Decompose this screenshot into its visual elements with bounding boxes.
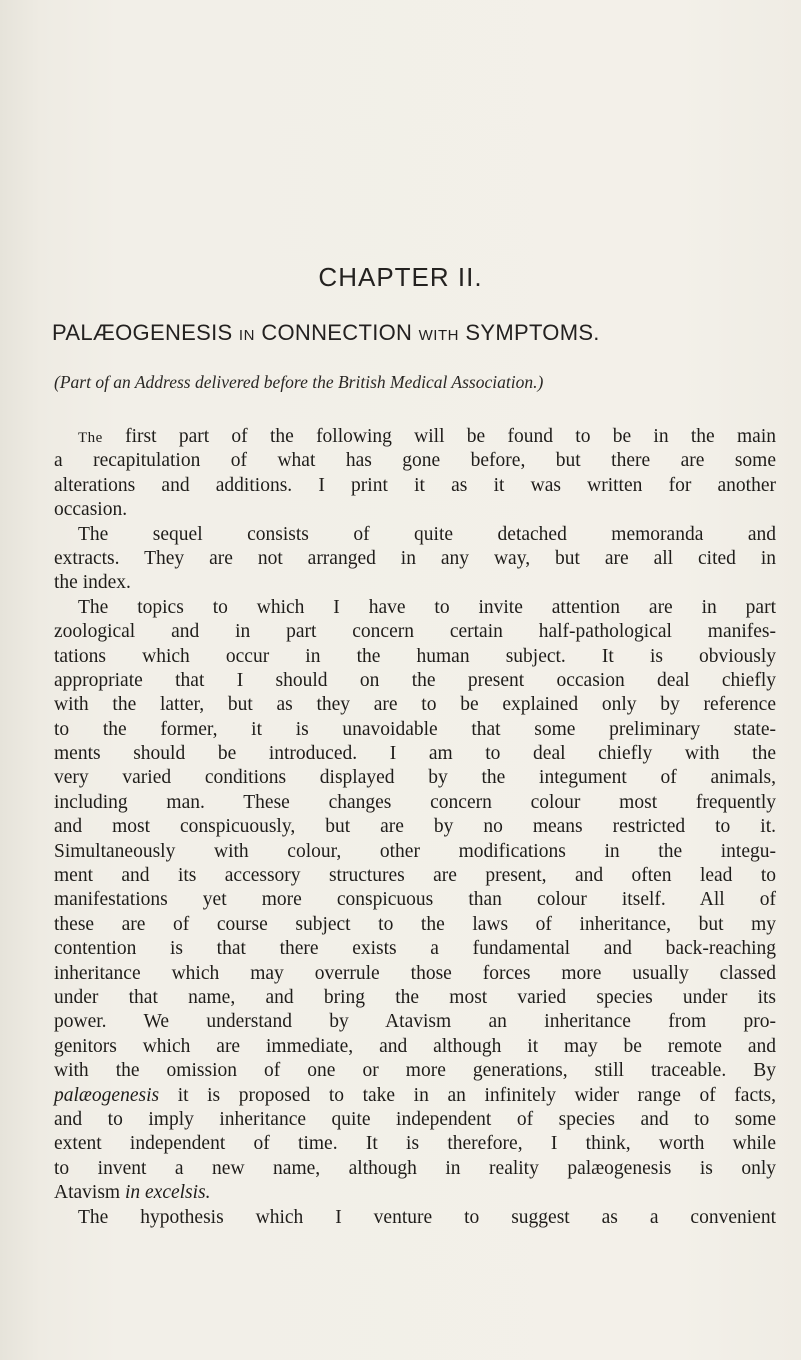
body-text: [54, 425, 776, 1230]
chapter-title-part2: CONNECTION: [261, 320, 413, 345]
line-text: these are of course subject to the laws of inheritance, but my: [54, 913, 776, 935]
line-text: extent independent of time. It is therefore, I think, worth while: [54, 1133, 776, 1155]
line-text: ment and its accessory structures are present, and often lead to: [54, 865, 776, 887]
text-line: [54, 840, 776, 864]
text-line: [54, 425, 776, 449]
line-text: under that name, and bring the most varied species under its: [54, 986, 776, 1008]
line-text: very varied conditions displayed by the integument of animals,: [54, 767, 776, 789]
line-text: zoological and in part concern certain half-pathological manifes-: [54, 621, 776, 643]
line-text: and to imply inheritance quite independent of species and to some: [54, 1108, 776, 1130]
line-text: and most conspicuously, but are by no means restricted to it.: [54, 816, 776, 838]
line-text: first part of the following will be found to be in the main: [102, 426, 776, 447]
text-line: [54, 498, 776, 522]
text-line: [54, 815, 776, 839]
chapter-subtitle: (Part of an Address delivered before the British Medical Association.): [54, 372, 544, 392]
line-text: to invent a new name, although in reality palæogenesis is only: [54, 1157, 776, 1179]
text-line: [54, 791, 776, 815]
line-text: power. We understand by Atavism an inheritance from pro-: [54, 1011, 776, 1033]
line-text: genitors which are immediate, and although it may be remote and: [54, 1035, 776, 1057]
line-text: with the latter, but as they are to be explained only by reference: [54, 694, 776, 716]
text-line: [54, 1108, 776, 1132]
text-line: [54, 1132, 776, 1156]
line-text: extracts. They are not arranged in any way, but are all cited in: [54, 547, 776, 569]
text-line: [54, 1206, 776, 1230]
text-line: [54, 596, 776, 620]
line-text: the index.: [54, 572, 131, 594]
line-text: Simultaneously with colour, other modifications in the integu-: [54, 840, 776, 862]
text-line: [54, 766, 776, 790]
chapter-title-part3: SYMPTOMS.: [465, 320, 600, 345]
text-line: [54, 1010, 776, 1034]
text-line: [54, 523, 776, 547]
chapter-title-in: IN: [238, 327, 255, 344]
text-line: [54, 645, 776, 669]
line-text: with the omission of one or more generations, still traceable. By: [54, 1060, 776, 1082]
text-line: [54, 571, 776, 595]
text-line: [54, 962, 776, 986]
text-line: [54, 1084, 776, 1108]
line-text: a recapitulation of what has gone before, but there are some: [54, 450, 776, 472]
line-text: contention is that there exists a fundamental and back-reaching: [54, 938, 776, 960]
italic-phrase: in excelsis.: [124, 1182, 211, 1204]
text-line: [54, 888, 776, 912]
text-line: [54, 1035, 776, 1059]
line-text: The hypothesis which I venture to suggest as a convenient: [78, 1206, 776, 1228]
chapter-title-part1: PALÆOGENESIS: [52, 320, 233, 345]
text-line: [54, 742, 776, 766]
text-line: [54, 1181, 776, 1205]
text-line: [54, 474, 776, 498]
line-text: including man. These changes concern colour most frequently: [54, 791, 776, 813]
text-line: [54, 449, 776, 473]
text-line: [54, 718, 776, 742]
text-line: [54, 620, 776, 644]
italic-term: palæogenesis: [54, 1084, 160, 1106]
line-text: it is proposed to take in an infinitely wider range of facts,: [159, 1084, 776, 1106]
line-text: appropriate that I should on the present occasion deal chiefly: [54, 669, 776, 691]
chapter-label: CHAPTER II.: [318, 262, 483, 292]
line-text: The sequel consists of quite detached memoranda and: [78, 523, 776, 545]
text-line: [54, 913, 776, 937]
line-text: occasion.: [54, 499, 128, 521]
text-line: [54, 693, 776, 717]
chapter-title-with: WITH: [418, 327, 459, 344]
chapter-title: [52, 320, 772, 346]
text-line: [54, 669, 776, 693]
line-text: Atavism: [54, 1182, 125, 1204]
drop-lead-word: The: [78, 430, 103, 446]
line-text: to the former, it is unavoidable that some preliminary state-: [54, 718, 776, 740]
line-text: ments should be introduced. I am to deal chiefly with the: [54, 743, 776, 765]
line-text: The topics to which I have to invite attention are in part: [78, 596, 776, 618]
text-line: [54, 986, 776, 1010]
text-line: [54, 547, 776, 571]
line-text: inheritance which may overrule those forces more usually classed: [54, 962, 776, 984]
text-line: [54, 864, 776, 888]
text-line: [54, 1059, 776, 1083]
line-text: tations which occur in the human subject. It is obviously: [54, 645, 776, 667]
line-text: manifestations yet more conspicuous than colour itself. All of: [54, 889, 776, 911]
text-line: [54, 937, 776, 961]
line-text: alterations and additions. I print it as it was written for another: [54, 474, 776, 496]
text-line: [54, 1157, 776, 1181]
